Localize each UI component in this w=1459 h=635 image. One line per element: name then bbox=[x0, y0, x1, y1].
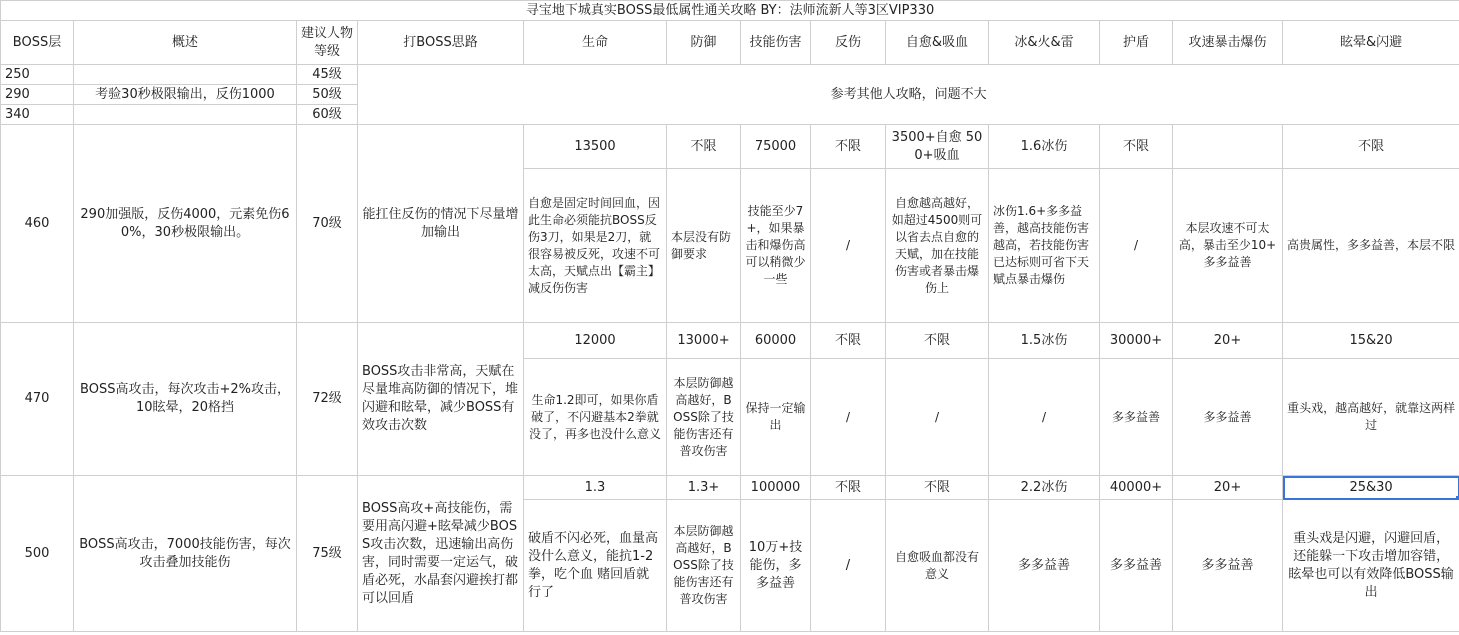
value-cell[interactable]: 不限 bbox=[811, 125, 886, 169]
level-cell[interactable]: 70级 bbox=[297, 125, 358, 323]
note-cell[interactable]: 多多益善 bbox=[989, 500, 1100, 632]
value-cell[interactable]: 1.5冰伤 bbox=[989, 323, 1100, 359]
value-cell[interactable]: 75000 bbox=[741, 125, 811, 169]
level-cell[interactable]: 72级 bbox=[297, 323, 358, 476]
note-cell[interactable]: 自愈吸血都没有意义 bbox=[886, 500, 989, 632]
note-cell[interactable]: / bbox=[811, 500, 886, 632]
note-cell[interactable]: / bbox=[886, 359, 989, 476]
note-cell[interactable]: 保持一定输出 bbox=[741, 359, 811, 476]
desc-cell[interactable] bbox=[74, 105, 297, 125]
header-row bbox=[1, 21, 1459, 65]
note-cell[interactable]: 多多益善 bbox=[1173, 500, 1283, 632]
note-cell[interactable]: 技能至少7+，如果暴击和爆伤高可以稍微少一些 bbox=[741, 169, 811, 323]
note-cell[interactable]: 重头戏是闪避，闪避回盾，还能躲一下攻击增加容错，眩晕也可以有效降低BOSS输出 bbox=[1283, 500, 1459, 632]
table-row bbox=[1, 125, 1459, 169]
note-cell[interactable]: 重头戏，越高越好，就靠这两样过 bbox=[1283, 359, 1459, 476]
idea-cell[interactable]: BOSS攻击非常高，天赋在尽量堆高防御的情况下，堆闪避和眩晕，减少BOSS有效攻击次数 bbox=[358, 323, 524, 476]
note-cell[interactable]: 自愈是固定时间回血，因此生命必须能抗BOSS反伤3刀，如果是2刀，就很容易被反死，攻速不可太高，天赋点出【霸主】减反伤伤害 bbox=[524, 169, 667, 323]
desc-cell[interactable]: 考验30秒极限输出，反伤1000 bbox=[74, 85, 297, 105]
note-cell[interactable]: 自愈越高越好，如超过4500则可以省去点自愈的天赋，加在技能伤害或者暴击爆伤上 bbox=[886, 169, 989, 323]
value-cell[interactable]: 不限 bbox=[1100, 125, 1173, 169]
note-cell[interactable]: 本层攻速不可太高，暴击至少10+ 多多益善 bbox=[1173, 169, 1283, 323]
desc-cell[interactable]: BOSS高攻击，7000技能伤害，每次攻击叠加技能伤 bbox=[74, 476, 297, 632]
level-cell[interactable]: 50级 bbox=[297, 85, 358, 105]
level-cell[interactable]: 45级 bbox=[297, 65, 358, 85]
header-cell[interactable]: 生命 bbox=[524, 21, 667, 65]
value-cell[interactable]: 12000 bbox=[524, 323, 667, 359]
value-cell[interactable]: 1.3+ bbox=[667, 476, 741, 500]
header-cell[interactable]: 防御 bbox=[667, 21, 741, 65]
floor-cell[interactable]: 250 bbox=[1, 65, 74, 85]
note-cell[interactable]: 10万+技能伤，多多益善 bbox=[741, 500, 811, 632]
note-cell[interactable]: 多多益善 bbox=[1100, 500, 1173, 632]
value-cell[interactable]: 13500 bbox=[524, 125, 667, 169]
table-row bbox=[1, 476, 1459, 500]
table-row bbox=[1, 323, 1459, 359]
value-cell[interactable]: 3500+自愈 500+吸血 bbox=[886, 125, 989, 169]
header-cell[interactable]: 概述 bbox=[74, 21, 297, 65]
note-cell[interactable]: 破盾不闪必死，血量高没什么意义，能抗1-2拳，吃个血 赌回盾就行了 bbox=[524, 500, 667, 632]
note-cell[interactable]: 参考其他人攻略，问题不大 bbox=[358, 65, 1459, 125]
header-cell[interactable]: 攻速暴击爆伤 bbox=[1173, 21, 1283, 65]
level-cell[interactable]: 60级 bbox=[297, 105, 358, 125]
desc-cell[interactable] bbox=[74, 65, 297, 85]
value-cell[interactable]: 20+ bbox=[1173, 476, 1283, 500]
value-cell[interactable] bbox=[1173, 125, 1283, 169]
value-cell[interactable]: 2.2冰伤 bbox=[989, 476, 1100, 500]
note-cell[interactable]: 生命1.2即可，如果你盾破了，不闪避基本2拳就没了，再多也没什么意义 bbox=[524, 359, 667, 476]
value-cell[interactable]: 不限 bbox=[886, 323, 989, 359]
selected-cell[interactable]: 25&30 bbox=[1283, 476, 1459, 500]
value-cell[interactable]: 不限 bbox=[811, 476, 886, 500]
header-cell[interactable]: 自愈&吸血 bbox=[886, 21, 989, 65]
value-cell[interactable]: 60000 bbox=[741, 323, 811, 359]
note-cell[interactable]: 本层没有防御要求 bbox=[667, 169, 741, 323]
sheet-title[interactable]: 寻宝地下城真实BOSS最低属性通关攻略 BY：法师流新人等3区VIP330 bbox=[1, 1, 1459, 21]
idea-cell[interactable]: BOSS高攻+高技能伤，需要用高闪避+眩晕减少BOSS攻击次数，迅速输出高伤害，同时需要一定运气，破盾必死，水晶套闪避挨打都可以回盾 bbox=[358, 476, 524, 632]
value-cell[interactable]: 15&20 bbox=[1283, 323, 1459, 359]
desc-cell[interactable]: BOSS高攻击，每次攻击+2%攻击，10眩晕，20格挡 bbox=[74, 323, 297, 476]
note-cell[interactable]: / bbox=[811, 359, 886, 476]
note-cell[interactable]: 多多益善 bbox=[1173, 359, 1283, 476]
value-cell[interactable]: 40000+ bbox=[1100, 476, 1173, 500]
floor-cell[interactable]: 500 bbox=[1, 476, 74, 632]
floor-cell[interactable]: 290 bbox=[1, 85, 74, 105]
note-cell[interactable]: 高贵属性，多多益善，本层不限 bbox=[1283, 169, 1459, 323]
header-cell[interactable]: 眩晕&闪避 bbox=[1283, 21, 1459, 65]
note-cell[interactable]: / bbox=[1100, 169, 1173, 323]
floor-cell[interactable]: 470 bbox=[1, 323, 74, 476]
header-cell[interactable]: 护盾 bbox=[1100, 21, 1173, 65]
header-cell[interactable]: 反伤 bbox=[811, 21, 886, 65]
value-cell[interactable]: 30000+ bbox=[1100, 323, 1173, 359]
value-cell[interactable]: 100000 bbox=[741, 476, 811, 500]
note-cell[interactable]: 多多益善 bbox=[1100, 359, 1173, 476]
value-cell[interactable]: 不限 bbox=[886, 476, 989, 500]
note-cell[interactable]: / bbox=[811, 169, 886, 323]
value-cell[interactable]: 1.3 bbox=[524, 476, 667, 500]
note-cell[interactable]: 冰伤1.6+多多益善，越高技能伤害越高，若技能伤害已达标则可省下天赋点暴击爆伤 bbox=[989, 169, 1100, 323]
value-cell[interactable]: 不限 bbox=[667, 125, 741, 169]
header-cell[interactable]: BOSS层 bbox=[1, 21, 74, 65]
value-cell[interactable]: 20+ bbox=[1173, 323, 1283, 359]
value-cell[interactable]: 不限 bbox=[1283, 125, 1459, 169]
level-cell[interactable]: 75级 bbox=[297, 476, 358, 632]
header-cell[interactable]: 打BOSS思路 bbox=[358, 21, 524, 65]
note-cell[interactable]: / bbox=[989, 359, 1100, 476]
table-row bbox=[1, 65, 1459, 85]
desc-cell[interactable]: 290加强版，反伤4000，元素免伤60%，30秒极限输出。 bbox=[74, 125, 297, 323]
note-cell[interactable]: 本层防御越高越好，BOSS除了技能伤害还有普攻伤害 bbox=[667, 500, 741, 632]
value-cell[interactable]: 1.6冰伤 bbox=[989, 125, 1100, 169]
floor-cell[interactable]: 340 bbox=[1, 105, 74, 125]
floor-cell[interactable]: 460 bbox=[1, 125, 74, 323]
value-cell[interactable]: 不限 bbox=[811, 323, 886, 359]
header-cell[interactable]: 建议人物等级 bbox=[297, 21, 358, 65]
note-cell[interactable]: 本层防御越高越好，BOSS除了技能伤害还有普攻伤害 bbox=[667, 359, 741, 476]
value-cell[interactable]: 13000+ bbox=[667, 323, 741, 359]
header-cell[interactable]: 技能伤害 bbox=[741, 21, 811, 65]
header-cell[interactable]: 冰&火&雷 bbox=[989, 21, 1100, 65]
idea-cell[interactable]: 能扛住反伤的情况下尽量增加输出 bbox=[358, 125, 524, 323]
